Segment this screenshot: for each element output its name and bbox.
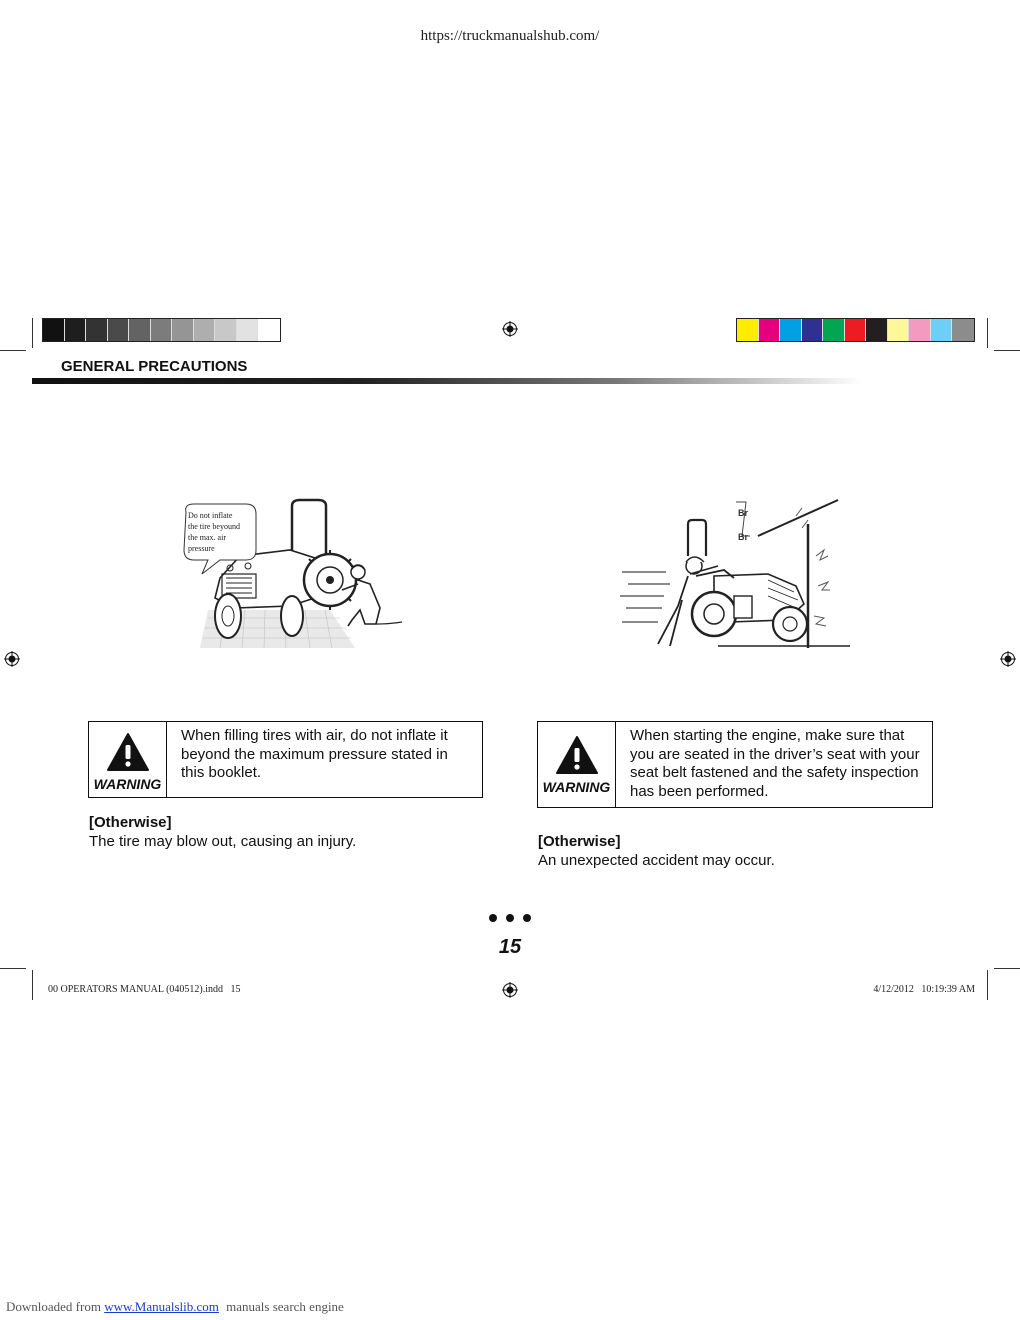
- crop-mark: [994, 968, 1020, 969]
- color-swatch: [780, 319, 802, 341]
- color-swatch: [258, 319, 280, 341]
- registration-mark-icon: [502, 982, 518, 998]
- crop-mark: [32, 318, 33, 348]
- color-swatch: [86, 319, 108, 341]
- bubble-line: the max. air: [188, 533, 226, 542]
- warning-icon-cell: [538, 722, 616, 807]
- warning-triangle-icon: [106, 732, 150, 772]
- color-swatch: [759, 319, 781, 341]
- color-swatch: [845, 319, 867, 341]
- color-swatch: [802, 319, 824, 341]
- color-swatch: [823, 319, 845, 341]
- otherwise-heading: [Otherwise]: [89, 814, 172, 831]
- source-url: https://truckmanualshub.com/: [420, 28, 600, 44]
- warning-label: WARNING: [93, 776, 162, 792]
- registration-mark-icon: [502, 321, 518, 337]
- bubble-line: Do not inflate: [188, 511, 233, 520]
- color-swatch: [931, 319, 953, 341]
- warning-box-tire: [88, 721, 483, 798]
- title-rule: [32, 378, 862, 384]
- color-swatch: [909, 319, 931, 341]
- crop-mark: [987, 318, 988, 348]
- color-calibration-bar: [736, 318, 975, 342]
- download-credit: [6, 1299, 344, 1315]
- color-swatch: [237, 319, 259, 341]
- color-swatch: [151, 319, 173, 341]
- otherwise-text: An unexpected accident may occur.: [538, 852, 775, 869]
- bubble-line: the tire beyound: [188, 522, 240, 531]
- print-slug-date: 4/12/2012 10:19:39 AM: [873, 984, 975, 995]
- color-swatch: [108, 319, 130, 341]
- registration-mark-icon: [1000, 651, 1016, 667]
- download-prefix: Downloaded from: [6, 1299, 101, 1314]
- engine-start-accident-illustration: [618, 496, 858, 656]
- color-swatch: [65, 319, 87, 341]
- bubble-line: pressure: [188, 544, 215, 553]
- otherwise-heading: [Otherwise]: [538, 833, 621, 850]
- warning-label: WARNING: [542, 779, 611, 795]
- gray-calibration-bar: [42, 318, 281, 342]
- color-swatch: [888, 319, 910, 341]
- color-swatch: [215, 319, 237, 341]
- color-swatch: [129, 319, 151, 341]
- color-swatch: [194, 319, 216, 341]
- warning-text: When starting the engine, make sure that you are seated in the driver’s seat with your seat belt fastened and the safety inspection has been performed.: [630, 727, 920, 800]
- tire-inflation-illustration: [180, 498, 420, 658]
- warning-box-engine-start: [537, 721, 933, 808]
- warning-icon-cell: [89, 722, 167, 797]
- warning-triangle-icon: [555, 735, 599, 775]
- color-swatch: [737, 319, 759, 341]
- color-swatch: [172, 319, 194, 341]
- crop-mark: [994, 350, 1020, 351]
- crop-mark: [0, 968, 26, 969]
- color-swatch: [952, 319, 974, 341]
- crop-mark: [32, 970, 33, 1000]
- manualslib-link[interactable]: www.Manualslib.com: [104, 1299, 219, 1314]
- sound-text: Br: [738, 532, 749, 542]
- print-slug-file: 00 OPERATORS MANUAL (040512).indd 15: [48, 984, 241, 995]
- crop-mark: [0, 350, 26, 351]
- section-title: GENERAL PRECAUTIONS: [61, 358, 248, 375]
- registration-mark-icon: [4, 651, 20, 667]
- download-suffix: manuals search engine: [226, 1299, 344, 1314]
- page-number: 15: [498, 936, 522, 958]
- sound-text: Br: [738, 508, 749, 518]
- warning-text: When filling tires with air, do not inflate it beyond the maximum pressure stated in this booklet.: [181, 727, 448, 781]
- page-ornament: [0, 914, 1020, 922]
- otherwise-text: The tire may blow out, causing an injury.: [89, 833, 357, 850]
- crop-mark: [987, 970, 988, 1000]
- color-swatch: [43, 319, 65, 341]
- color-swatch: [866, 319, 888, 341]
